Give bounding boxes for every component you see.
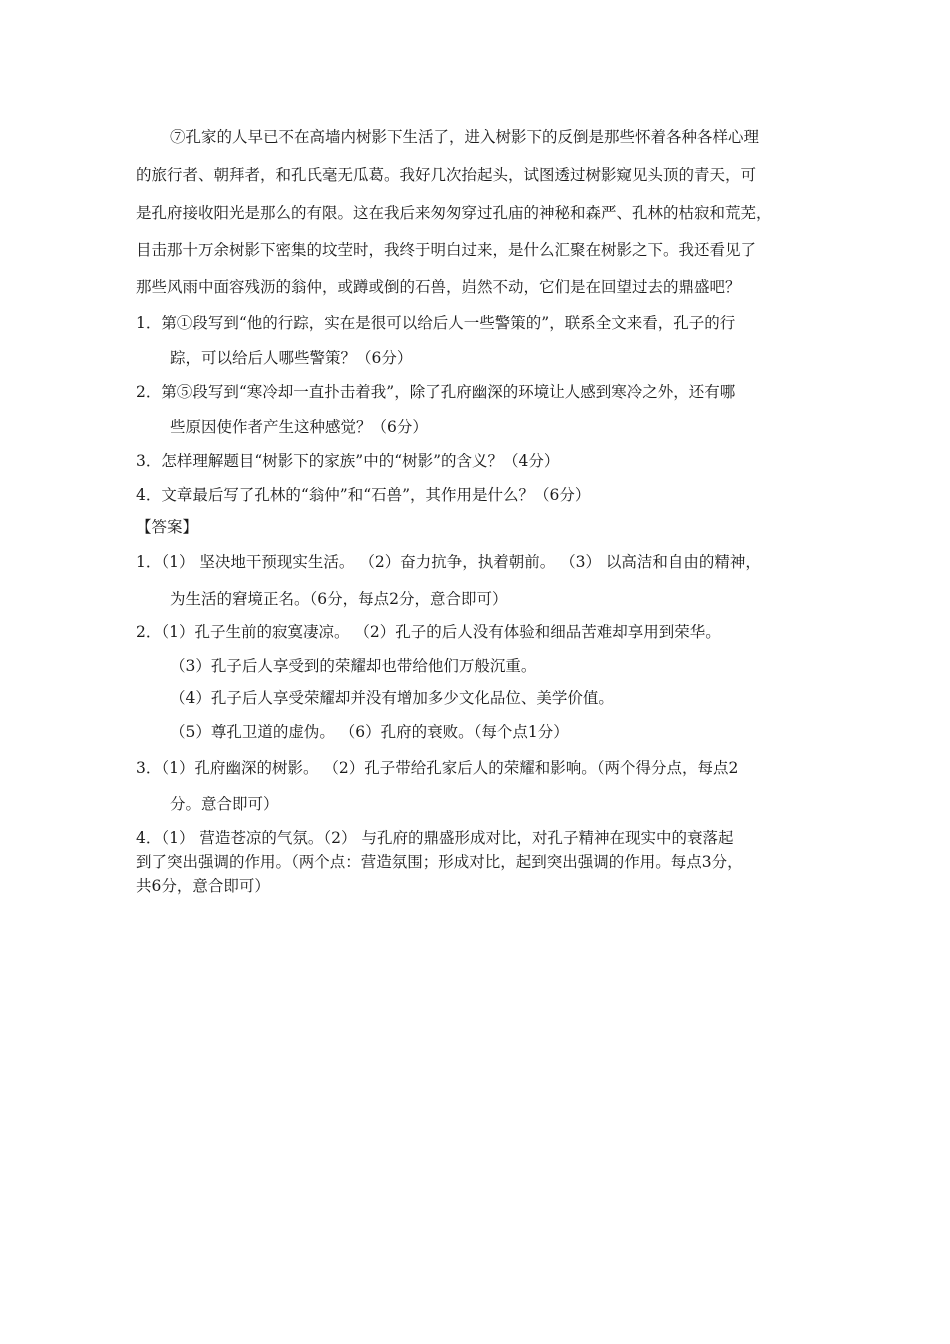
answer-item: 4．（1） 营造苍凉的气氛。（2） 与孔府的鼎盛形成对比，对孔子精神在现实中的衰落起: [136, 829, 734, 847]
question-item: 1．第①段写到“他的行踪，实在是很可以给后人一些警策的”，联系全文来看，孔子的行: [136, 314, 736, 332]
question-item-continuation: 些原因使作者产生这种感觉？（6分）: [170, 418, 428, 436]
answer-heading: 【答案】: [136, 518, 199, 536]
answer-item: 1．（1） 坚决地干预现实生活。 （2）奋力抗争，执着朝前。 （3） 以高洁和自由的精神，: [136, 553, 761, 571]
passage-line: 是孔府接收阳光是那么的有限。这在我后来匆匆穿过孔庙的神秘和森严、孔林的枯寂和荒芜，: [136, 204, 772, 222]
answer-item-continuation: （3）孔子后人享受到的荣耀却也带给他们万般沉重。: [170, 657, 537, 675]
answer-item-continuation: 分。意合即可）: [170, 795, 279, 813]
answer-item-continuation: 为生活的窘境正名。（6分，每点2分，意合即可）: [170, 590, 508, 608]
answer-item-continuation: （4）孔子后人享受荣耀却并没有增加多少文化品位、美学价值。: [170, 689, 614, 707]
question-item: 4．文章最后写了孔林的“翁仲”和“石兽”，其作用是什么？（6分）: [136, 486, 591, 504]
passage-line: 的旅行者、朝拜者，和孔氏毫无瓜葛。我好几次抬起头，试图透过树影窥见头顶的青天，可: [136, 166, 757, 184]
answer-item-continuation: 到了突出强调的作用。（两个点：营造氛围；形成对比，起到突出强调的作用。每点3分，: [136, 853, 743, 871]
question-item-continuation: 踪，可以给后人哪些警策？（6分）: [170, 349, 413, 367]
question-item: 2．第⑤段写到“寒冷却一直扑击着我”，除了孔府幽深的环境让人感到寒冷之外，还有哪: [136, 383, 736, 401]
answer-item: 3．（1）孔府幽深的树影。 （2）孔子带给孔家后人的荣耀和影响。（两个得分点，每点2: [136, 759, 739, 777]
answer-item-continuation: （5）尊孔卫道的虚伪。 （6）孔府的衰败。（每个点1分）: [170, 723, 569, 741]
passage-line: 那些风雨中面容残沥的翁仲，或蹲或倒的石兽，岿然不动，它们是在回望过去的鼎盛吧？: [136, 278, 741, 296]
passage-line: ⑦孔家的人早已不在高墙内树影下生活了，进入树影下的反倒是那些怀着各种各样心理: [170, 128, 760, 146]
answer-item: 2．（1）孔子生前的寂寞凄凉。 （2）孔子的后人没有体验和细品苦难却享用到荣华。: [136, 623, 721, 641]
question-item: 3．怎样理解题目“树影下的家族”中的“树影”的含义？（4分）: [136, 452, 560, 470]
answer-item-continuation: 共6分，意合即可）: [136, 877, 270, 895]
passage-line: 目击那十万余树影下密集的坟茔时，我终于明白过来，是什么汇聚在树影之下。我还看见了: [136, 241, 757, 259]
